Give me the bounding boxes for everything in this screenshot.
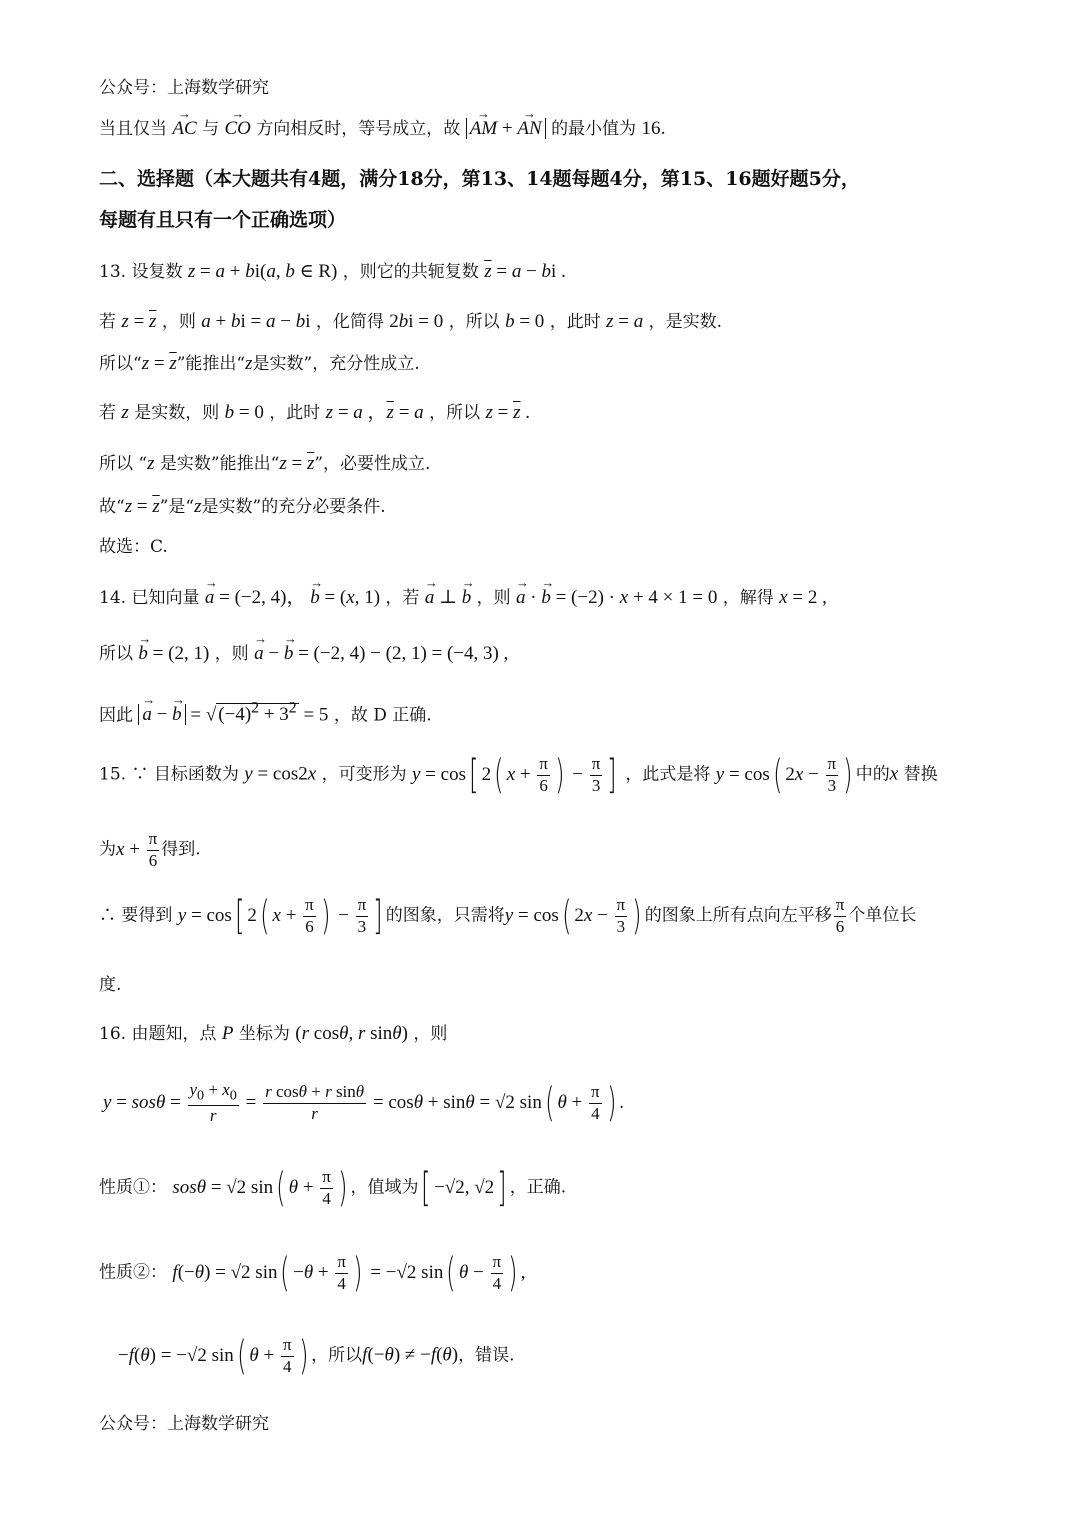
q14-line-1: 14. 已知向量 → a = (−2, 4)， → b = (x, 1) ，若 → a ⊥ → b ，则 → a · → b = (−2) · x + 4 × 1 = 0 ，解得 x = 2 , <box>99 588 827 607</box>
q15-line-3: ∴ 要得到 y = cos[ 2( x + $\frac{\pi}{6}$ ) − $\frac{\pi}{3}$ ] 的图象，只需将y = cos( 2x − $\frac{\pi}{3}$ ) 的图象上所有点向左平移 $\frac{\pi}{6}$ 个单位长 <box>99 893 917 940</box>
header-text: 公众号：上海数学研究 <box>99 78 269 98</box>
q14-line-2: 所以 → b = (2, 1) ，则 → a − → b = (−2, 4) − (2, 1) = (−4, 3) , <box>99 644 508 663</box>
section-title-line-2: 每题有且只有一个正确选项） <box>99 209 347 231</box>
q15-line-2: 为x + $\frac{\pi}{6}$ 得到. <box>99 829 201 870</box>
q14-line-3: 因此 → a − → b = √ $(-4)^2 + 3^2 = 5$ ，故 D 正确. <box>99 701 432 724</box>
q16-line-5: −f(θ) = −√2 sin( θ + $\frac{\pi}{4}$ ) ，所以f(−θ) ≠ −f(θ)，错误. <box>118 1333 515 1380</box>
q16-line-3: 性质①： sosθ = √2 sin( θ + $\frac{\pi}{4}$ ) ，值域为[ −√2, √2] ，正确. <box>99 1165 567 1212</box>
q16-line-2: y = sosθ = $\frac{y_0 + x_0}{r}$ = $\frac{\text{r cosθ + r sinθ}}{r}$ = cosθ + sinθ = √2 sin( θ + $\frac{\pi}{4}$ ) . <box>103 1080 624 1127</box>
q13-line-1: 13. 设复数 z = a + bi(a, b ∈ R) ，则它的共轭复数 $\overline{z} = a$ − bi . <box>99 261 566 282</box>
q13-answer: 故选：C. <box>99 537 168 557</box>
line-vector-min: 当且仅当 → AC 与 → CO 方向相反时，等号成立，故 → AM + → AN 的最小值为 16. <box>99 119 666 138</box>
q13-line-4: 若 z 是实数，则 b = 0 ，此时 z = a ，$\overline{z} = a$ ，所以 $z = \overline{z}$ . <box>99 402 531 423</box>
q15-line-4: 度. <box>99 975 122 995</box>
q15-line-1: 15. ∵ 目标函数为 y = cos2x ，可变形为 y = cos[ 2( x + $\frac{\pi}{6}$ ) − $\frac{\pi}{3}$ ] ，此式是将 y = cos( 2x − $\frac{\pi}{3}$ ) 中的x 替换 <box>99 752 938 799</box>
section-title-line-1: 二、选择题（本大题共有4题，满分18分，第13、14题每题4分，第15、16题好题5分， <box>99 168 860 190</box>
q13-line-3: 所以“$z = \overline{z}$”能推出“z是实数”，充分性成立. <box>99 353 420 374</box>
q16-line-4: 性质②： f(−θ) = √2 sin( −θ + $\frac{\pi}{4}$ ) = −√2 sin( θ − $\frac{\pi}{4}$ ) , <box>99 1250 526 1297</box>
q13-line-2: 若 $z = \overline{z}$ ，则 a + bi = a − bi ，化简得 2bi = 0 ，所以 b = 0 ，此时 z = a ，是实数. <box>99 311 723 332</box>
q13-line-5: 所以 “z 是实数”能推出“$z = \overline{z}$”，必要性成立. <box>99 453 431 474</box>
q13-line-6: 故“$z = \overline{z}$”是“z是实数”的充分必要条件. <box>99 496 386 517</box>
footer-text: 公众号：上海数学研究 <box>99 1414 269 1434</box>
q16-line-1: 16. 由题知，点 P 坐标为 (r cosθ, r sinθ) ，则 <box>99 1023 448 1044</box>
